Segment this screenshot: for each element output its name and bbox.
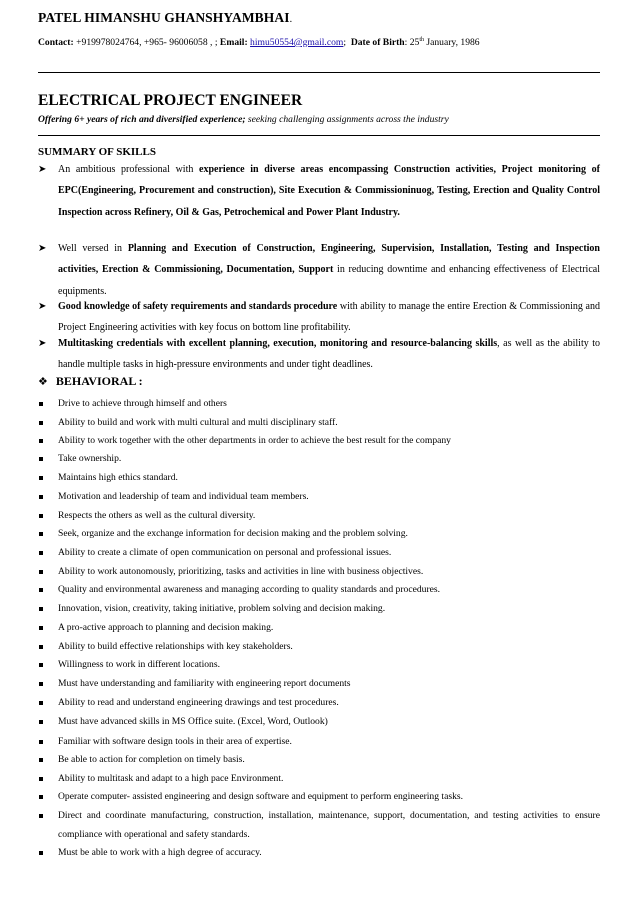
behavioral-item-text: Direct and coordinate manufacturing, construction, installation, maintenance, support, documentation, and testing activities to ensure compliance with operational and safety standards. [58, 810, 600, 840]
behavioral-item [38, 751, 600, 770]
square-bullet-icon [39, 402, 43, 406]
behavioral-item [38, 544, 600, 563]
square-bullet-icon [39, 495, 43, 499]
behavioral-item [38, 600, 600, 619]
behavioral-item [38, 488, 600, 507]
behavioral-item-text: Motivation and leadership of team and individual team members. [58, 491, 309, 502]
behavioral-item [38, 414, 600, 433]
behavioral-item [38, 844, 600, 863]
behavioral-item-text: Must be able to work with a high degree of accuracy. [58, 847, 262, 858]
behavioral-item [38, 432, 600, 451]
behavioral-item-text: Be able to action for completion on timely basis. [58, 754, 245, 765]
behavioral-item-text: Ability to multitask and adapt to a high pace Environment. [58, 773, 284, 784]
behavioral-item [38, 395, 600, 414]
email-label: Email: [219, 37, 248, 49]
dob-day: : 25 [404, 37, 420, 49]
square-bullet-icon [39, 701, 43, 705]
behavioral-item [38, 581, 600, 600]
behavioral-item [38, 807, 600, 844]
square-bullet-icon [39, 457, 43, 461]
square-bullet-icon [39, 607, 43, 611]
profile-tagline [38, 114, 598, 125]
diamond-bullet-icon: ❖ [38, 376, 48, 388]
summary-heading: SUMMARY OF SKILLS [38, 146, 156, 158]
square-bullet-icon [39, 795, 43, 799]
square-bullet-icon [39, 588, 43, 592]
square-bullet-icon [39, 777, 43, 781]
behavioral-item-text: Familiar with software design tools in their area of expertise. [58, 736, 292, 747]
header-divider [38, 72, 600, 73]
arrow-bullet-icon: ➤ [38, 301, 47, 312]
candidate-name: PATEL HIMANSHU GHANSHYAMBHAI. [38, 10, 293, 25]
square-bullet-icon [39, 851, 43, 855]
tagline-offering: Offering 6+ years of rich and diversified experience; [38, 114, 246, 125]
behavioral-item [38, 770, 600, 789]
square-bullet-icon [39, 720, 43, 724]
behavioral-item [38, 694, 600, 713]
square-bullet-icon [39, 439, 43, 443]
contact-numbers: +919978024764, +965- 96006058 , ; [76, 37, 218, 49]
behavioral-item [38, 638, 600, 657]
tagline-seeking: seeking challenging assignments across the industry [245, 114, 449, 125]
behavioral-item-text: Ability to create a climate of open communication on personal and professional issues. [58, 547, 392, 558]
behavioral-item [38, 733, 600, 752]
behavioral-item [38, 619, 600, 638]
behavioral-item-text: Ability to work together with the other departments in order to achieve the best result for the company [58, 435, 451, 446]
behavioral-item-text: Must have understanding and familiarity with engineering report documents [58, 678, 351, 689]
skill-item: ➤ An ambitious professional with experience in diverse areas encompassing Construction activities, Project monitoring of EPC(Engineering, Procurement and construction), Site Execution & Commissioninuog, Testing, Erection and Quality Control Inspection across Refinery, Oil & Gas, Petrochemical and Power Plant Industry. [38, 159, 600, 223]
square-bullet-icon [39, 663, 43, 667]
behavioral-item [38, 450, 600, 469]
behavioral-item [38, 563, 600, 582]
behavioral-item-text: Maintains high ethics standard. [58, 472, 178, 483]
behavioral-item-text: Innovation, vision, creativity, taking initiative, problem solving and decision making. [58, 603, 386, 614]
dob-label: Date of Birth [350, 37, 405, 49]
dob-rest: January, 1986 [424, 37, 480, 49]
square-bullet-icon [39, 532, 43, 536]
job-title: ELECTRICAL PROJECT ENGINEER [38, 92, 303, 109]
contact-label: Contact: [38, 37, 74, 49]
behavioral-item-text: Quality and environmental awareness and managing according to quality standards and procedures. [58, 584, 441, 595]
square-bullet-icon [39, 758, 43, 762]
square-bullet-icon [39, 645, 43, 649]
square-bullet-icon [39, 551, 43, 555]
behavioral-item-text: A pro-active approach to planning and decision making. [58, 622, 274, 633]
behavioral-item [38, 525, 600, 544]
behavioral-item [38, 656, 600, 675]
behavioral-item-text: Ability to read and understand engineering drawings and test procedures. [58, 697, 339, 708]
behavioral-item-text: Seek, organize and the exchange information for decision making and the problem solving. [58, 528, 408, 539]
behavioral-item-text: Must have advanced skills in MS Office suite. (Excel, Word, Outlook) [58, 716, 328, 727]
square-bullet-icon [39, 814, 43, 818]
behavioral-item-text: Ability to build effective relationships with key stakeholders. [58, 641, 293, 652]
behavioral-item [38, 788, 600, 807]
arrow-bullet-icon: ➤ [38, 164, 47, 175]
behavioral-item-text: Drive to achieve through himself and others [58, 398, 227, 409]
skill-item: ➤ Good knowledge of safety requirements and standards procedure with ability to manage the entire Erection & Commissioning and Project Engineering activities with key focus on bottom line profitability. [38, 296, 600, 339]
square-bullet-icon [39, 570, 43, 574]
arrow-bullet-icon: ➤ [38, 338, 47, 349]
square-bullet-icon [39, 682, 43, 686]
square-bullet-icon [39, 626, 43, 630]
behavioral-item-text: Take ownership. [58, 453, 122, 464]
behavioral-item [38, 713, 600, 732]
behavioral-item-text: Ability to work autonomously, prioritizing, tasks and activities in line with business objectives. [58, 566, 424, 577]
email-separator: ; [343, 37, 347, 49]
title-divider [38, 135, 600, 136]
dob-suffix: th [419, 37, 424, 43]
arrow-bullet-icon: ➤ [38, 243, 47, 254]
behavioral-item [38, 469, 600, 488]
email-link[interactable]: himu50554@gmail.com [250, 37, 344, 49]
square-bullet-icon [39, 740, 43, 744]
behavioral-heading: ❖ BEHAVIORAL : [38, 374, 143, 388]
contact-line [38, 37, 608, 48]
skill-item: ➤ Multitasking credentials with excellent planning, execution, monitoring and resource-balancing skills, as well as the ability to handle multiple tasks in high-pressure environments and under tight deadlines. [38, 333, 600, 376]
skill-item: ➤ Well versed in Planning and Execution of Construction, Engineering, Supervision, Installation, Testing and Inspection activities, Erection & Commissioning, Documentation, Support in reducing downtime and enhancing effectiveness of Electrical equipments. [38, 238, 600, 302]
behavioral-item-text: Willingness to work in different locations. [58, 659, 220, 670]
square-bullet-icon [39, 421, 43, 425]
behavioral-item-text: Ability to build and work with multi cultural and multi disciplinary staff. [58, 417, 338, 428]
behavioral-item-text: Respects the others as well as the cultural diversity. [58, 510, 256, 521]
name-dot: . [289, 14, 293, 25]
square-bullet-icon [39, 514, 43, 518]
behavioral-item [38, 675, 600, 694]
square-bullet-icon [39, 476, 43, 480]
behavioral-item [38, 507, 600, 526]
behavioral-item-text: Operate computer- assisted engineering and design software and equipment to perform engineering tasks. [58, 791, 464, 802]
